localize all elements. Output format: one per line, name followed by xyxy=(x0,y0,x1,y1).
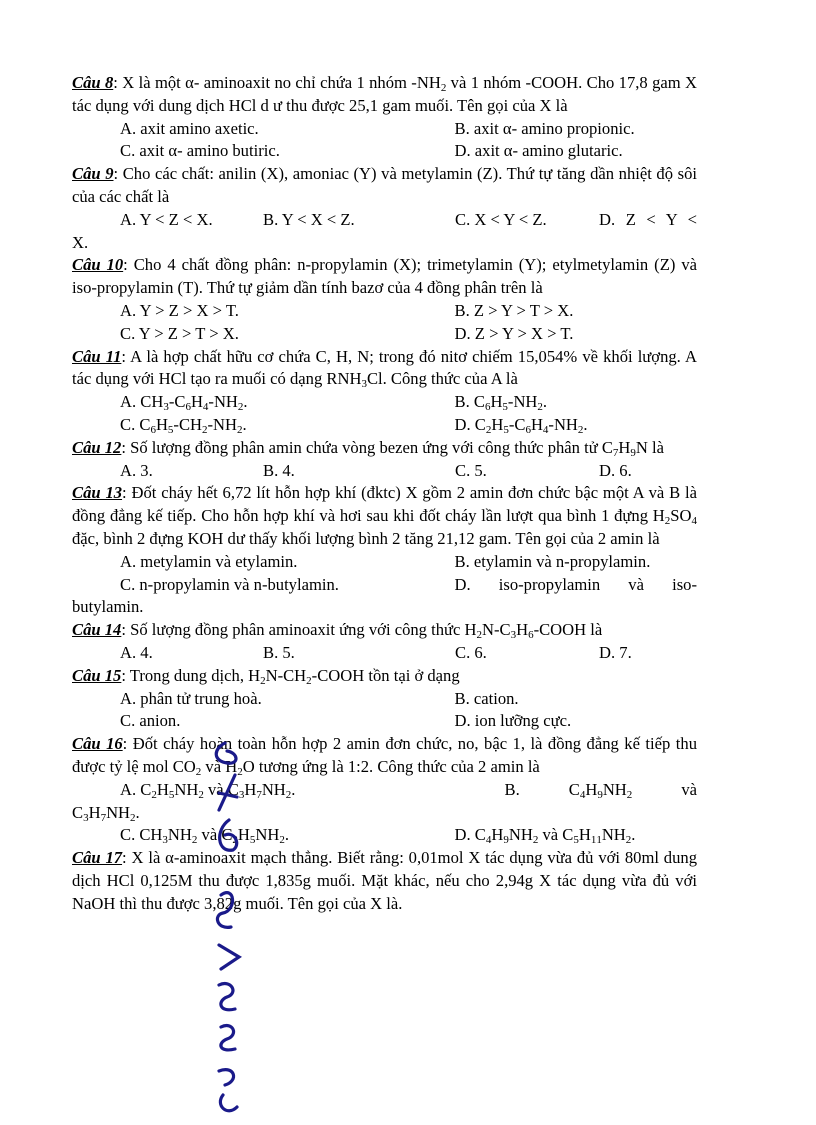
option-a: A. axit amino axetic. xyxy=(120,118,259,138)
option-c: C. 5. xyxy=(455,460,487,480)
question-14 xyxy=(72,619,697,642)
option-d: D. $C_2H_5-C_6H_4-NH_2$. xyxy=(454,414,588,436)
option-a: A. $CH_3-C_6H_4-NH_2$. xyxy=(120,392,248,414)
document-page xyxy=(72,72,697,915)
question-text: : Số lượng đồng phân amin chứa vòng bezen ứng với công thức phân tử $C_7H_9N$ là xyxy=(121,437,665,459)
option-c: C. $C_6H_5-CH_2-NH_2$. xyxy=(120,414,247,436)
question-12 xyxy=(72,437,697,460)
option-c: C. 6. xyxy=(455,642,487,662)
question-text: : Trong dung dịch, $H_2N-CH_2$-COOH tồn tại ở dạng xyxy=(121,665,460,687)
option-d-part: và xyxy=(628,574,644,594)
watermark-glyph xyxy=(221,1026,235,1050)
answer-row xyxy=(72,642,697,665)
option-d: D. $C_4H_9NH_2$ và $C_5H_{11}NH_2$. xyxy=(454,825,636,847)
answer-row xyxy=(72,300,697,323)
option-b: B. Z > Y > T > X. xyxy=(454,300,574,320)
answer-row xyxy=(72,710,697,733)
option-c: C. anion. xyxy=(120,711,181,731)
option-b: B. axit α- amino propionic. xyxy=(454,118,635,138)
watermark-glyph xyxy=(219,1070,237,1111)
question-text: : Số lượng đồng phân aminoaxit ứng với công thức $H_2N-C_3H_6$-COOH là xyxy=(121,620,603,642)
question-text: : Đốt cháy hoàn toàn hỗn hợp 2 amin đơn chức, no, bậc 1, là đồng đẳng kế tiếp thu được tỷ lệ mol $CO_2$ và $H_2O$ tương ứng là 1:2. Công thức của 2 amin là xyxy=(72,734,697,778)
option-b: B. 5. xyxy=(263,642,295,662)
question-label: Câu 13 xyxy=(72,483,123,503)
option-b: B. $C_6H_5-NH_2$. xyxy=(454,392,548,414)
question-text: : A là hợp chất hữu cơ chứa C, H, N; trong đó nitơ chiếm 15,054% về khối lượng. A tác dụng với HCl tạo ra muối có dạng RNH xyxy=(72,346,697,389)
option-d: D. Z < Y < xyxy=(599,209,697,229)
watermark-glyph xyxy=(217,893,232,928)
question-label: Câu 15 xyxy=(72,665,122,685)
option-a: A. phân tử trung hoà. xyxy=(120,688,262,708)
watermark-glyph xyxy=(216,743,236,763)
option-d: D. 7. xyxy=(599,642,632,662)
question-label: Câu 12 xyxy=(72,437,122,457)
option-b: B. etylamin và n-propylamin. xyxy=(454,551,651,571)
question-text-end: Cl. Công thức của A là xyxy=(366,369,518,389)
option-a: A. 4. xyxy=(120,642,153,662)
question-16 xyxy=(72,733,697,779)
option-d: D. ion lưỡng cực. xyxy=(454,711,572,731)
option-a: A. Y < Z < X. xyxy=(120,209,213,229)
answer-row xyxy=(72,391,697,414)
question-label: Câu 14 xyxy=(72,620,122,640)
question-label: Câu 11 xyxy=(72,346,122,366)
question-13 xyxy=(72,482,697,550)
option-b: B. cation. xyxy=(454,688,519,708)
option-a: A. 3. xyxy=(120,460,153,480)
answer-row xyxy=(72,140,697,163)
watermark-glyph xyxy=(219,984,235,1010)
option-d: D. Z > Y > X > T. xyxy=(454,323,574,343)
watermark-glyph xyxy=(219,945,239,969)
option-b-continued: $C_3H_7NH_2$. xyxy=(72,802,140,824)
question-11 xyxy=(72,346,697,392)
question-text: : X là α-aminoaxit mạch thẳng. Biết rằng: 0,01mol X tác dụng vừa đủ với 80ml dung dịch HCl 0,125M thu được 1,835g muối. Mặt khác, nếu cho 2,94g X tác dụng vừa đủ với NaOH thì thu được 3,82g muối. Tên gọi của X là. xyxy=(72,848,697,913)
answer-row xyxy=(72,779,697,802)
answer-row xyxy=(72,118,697,141)
option-a: A. $C_2H_5NH_2$ và $C_3H_7NH_2$. xyxy=(120,779,296,801)
option-b xyxy=(385,779,698,802)
subscript: 3 xyxy=(361,378,367,391)
option-a: A. Y > Z > X > T. xyxy=(120,300,239,320)
option-d: D. 6. xyxy=(599,460,632,480)
question-text: : Cho các chất: anilin (X), amoniac (Y) và metylamin (Z). Thứ tự tăng dần nhiệt độ sôi của các chất là xyxy=(72,164,697,206)
option-c: C. X < Y < Z. xyxy=(455,209,547,229)
question-10 xyxy=(72,254,697,300)
question-label: Câu 17 xyxy=(72,848,123,868)
answer-row xyxy=(72,551,697,574)
question-label: Câu 10 xyxy=(72,255,124,275)
watermark-glyph xyxy=(220,820,237,850)
question-label: Câu 16 xyxy=(72,734,123,754)
option-b-part: và xyxy=(681,779,697,799)
watermark-decoration xyxy=(205,735,255,1120)
watermark-svg xyxy=(205,735,255,1120)
option-b-letter: B. xyxy=(504,779,520,799)
option-d-part: iso- xyxy=(672,574,697,594)
question-text: : X là một α- aminoaxit no chỉ chứa 1 nhóm $-NH_2$ và 1 nhóm -COOH. Cho 17,8 gam X tác dụng với dung dịch HCl d ư thu được 25,1 gam muối. Tên gọi của X là xyxy=(72,73,697,115)
option-c: C. $CH_3NH_2$ và $C_2H_5NH_2$. xyxy=(120,825,290,847)
question-text: : Đốt cháy hết 6,72 lít hỗn hợp khí (đktc) X gồm 2 amin đơn chức bậc một A và B là đồng đẳng kế tiếp. Cho hỗn hợp khí và hơi sau khi đốt cháy lần lượt qua bình 1 đựng $H_2SO_4$ đặc, bình 2 đựng KOH dư thấy khối lượng bình 2 tăng 21,12 gam. Tên gọi của 2 amin là xyxy=(72,483,697,548)
question-15 xyxy=(72,665,697,688)
question-label: Câu 9 xyxy=(72,164,114,184)
answer-row xyxy=(72,209,697,232)
option-d-part: iso-propylamin xyxy=(498,574,601,594)
option-b-part: $C_4H_9NH_2$ xyxy=(568,779,633,801)
question-8 xyxy=(72,72,697,118)
option-d-continued: butylamin. xyxy=(72,597,144,617)
question-17 xyxy=(72,847,697,915)
option-d-continued: X. xyxy=(72,232,89,252)
watermark-glyph xyxy=(219,775,237,810)
question-text: : Cho 4 chất đồng phân: n-propylamin (X); trimetylamin (Y); etylmetylamin (Z) và iso-propylamin (T). Thứ tự giảm dần tính bazơ của 4 đồng phân trên là xyxy=(72,255,697,298)
answer-row xyxy=(72,574,697,597)
option-c: C. n-propylamin và n-butylamin. xyxy=(120,574,339,594)
question-9 xyxy=(72,163,697,209)
option-a: A. metylamin và etylamin. xyxy=(120,551,298,571)
option-b: B. Y < X < Z. xyxy=(263,209,355,229)
option-d: D. axit α- amino glutaric. xyxy=(454,141,623,161)
answer-row xyxy=(72,824,697,847)
answer-row xyxy=(72,414,697,437)
option-d-letter: D. xyxy=(454,574,471,594)
option-c: C. axit α- amino butiric. xyxy=(120,141,280,161)
option-c: C. Y > Z > T > X. xyxy=(120,323,239,343)
question-label: Câu 8 xyxy=(72,73,114,92)
option-d xyxy=(385,574,698,597)
option-b: B. 4. xyxy=(263,460,295,480)
answer-row xyxy=(72,323,697,346)
answer-row xyxy=(72,688,697,711)
answer-row xyxy=(72,460,697,483)
